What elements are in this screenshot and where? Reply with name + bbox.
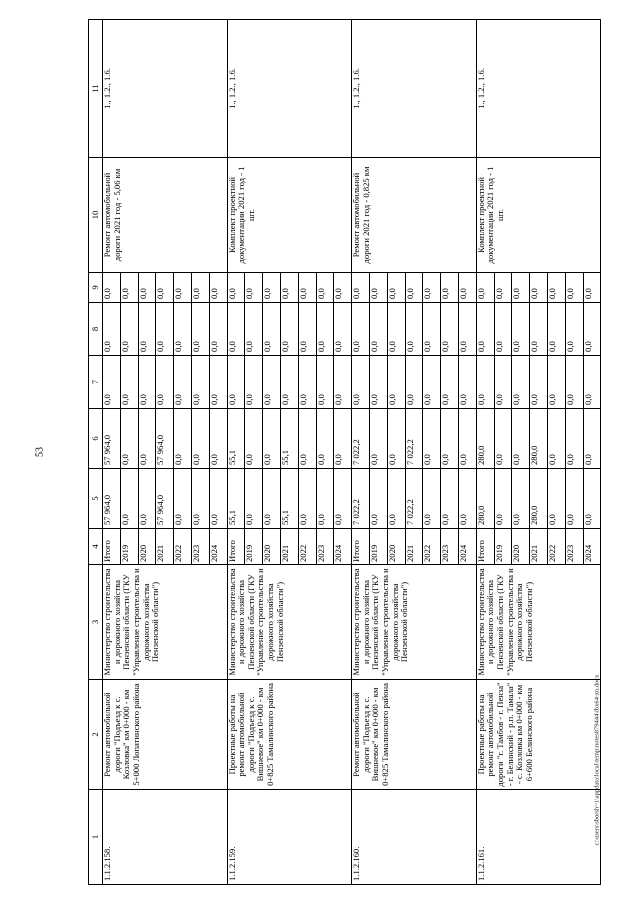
value-col6: 57 964,0	[156, 409, 174, 469]
col-header: 6	[89, 409, 103, 469]
year-cell: 2020	[263, 529, 281, 565]
value-col9: 0,0	[441, 273, 459, 303]
item-result: Ремонт автомобильной дороги 2021 год - 5,06 км	[103, 158, 228, 273]
value-col9: 0,0	[405, 273, 423, 303]
value-col8: 0,0	[387, 303, 405, 356]
value-col5: 57 964,0	[103, 469, 121, 529]
year-cell: 2021	[280, 529, 298, 565]
value-col7: 0,0	[369, 356, 387, 409]
value-col5: 0,0	[369, 469, 387, 529]
year-cell: 2021	[405, 529, 423, 565]
value-col5: 0,0	[423, 469, 441, 529]
value-col5: 0,0	[138, 469, 156, 529]
value-col6: 280,0	[530, 409, 548, 469]
col-header: 4	[89, 529, 103, 565]
value-col7: 0,0	[298, 356, 316, 409]
value-col8: 0,0	[565, 303, 583, 356]
col-header: 2	[89, 680, 103, 790]
value-col7: 0,0	[494, 356, 512, 409]
value-col7: 0,0	[387, 356, 405, 409]
value-col8: 0,0	[547, 303, 565, 356]
page-number: 53	[34, 447, 46, 457]
value-col6: 0,0	[138, 409, 156, 469]
value-col8: 0,0	[405, 303, 423, 356]
value-col6: 7 022,2	[352, 409, 370, 469]
value-col9: 0,0	[280, 273, 298, 303]
value-col9: 0,0	[209, 273, 227, 303]
item-number: 1.1.2.159.	[227, 790, 352, 885]
value-col5: 0,0	[298, 469, 316, 529]
col-header: 11	[89, 20, 103, 158]
value-col6: 0,0	[298, 409, 316, 469]
value-col6: 55,1	[280, 409, 298, 469]
value-col9: 0,0	[369, 273, 387, 303]
value-col8: 0,0	[458, 303, 476, 356]
value-col5: 0,0	[245, 469, 263, 529]
value-col8: 0,0	[298, 303, 316, 356]
value-col9: 0,0	[547, 273, 565, 303]
program-table	[88, 19, 601, 885]
value-col7: 0,0	[530, 356, 548, 409]
value-col6: 0,0	[334, 409, 352, 469]
item-name: Проектные работы на ремонт автомобильной дороги "Подъезд к с. Вишневое" км 0+000 - км 0+825 Тамалинского района	[227, 680, 352, 790]
col-header: 1	[89, 790, 103, 885]
value-col5: 280,0	[530, 469, 548, 529]
value-col6: 7 022,2	[405, 409, 423, 469]
value-col5: 57 964,0	[156, 469, 174, 529]
year-cell: Итого	[227, 529, 245, 565]
value-col6: 0,0	[191, 409, 209, 469]
year-cell: 2020	[387, 529, 405, 565]
value-col6: 0,0	[120, 409, 138, 469]
year-cell: 2023	[316, 529, 334, 565]
value-col7: 0,0	[209, 356, 227, 409]
value-col5: 0,0	[458, 469, 476, 529]
footer-file-path: c:\users\sborsh~1\appdata\local\temp\notes879444\ibx64-zn.docx	[593, 674, 601, 846]
value-col6: 0,0	[494, 409, 512, 469]
value-col8: 0,0	[369, 303, 387, 356]
table-row	[227, 20, 245, 885]
value-col5: 55,1	[227, 469, 245, 529]
col-header: 5	[89, 469, 103, 529]
col-header: 3	[89, 565, 103, 680]
value-col8: 0,0	[334, 303, 352, 356]
value-col6: 0,0	[512, 409, 530, 469]
year-cell: 2019	[494, 529, 512, 565]
year-cell: 2020	[138, 529, 156, 565]
value-col6: 0,0	[583, 409, 601, 469]
year-cell: 2024	[583, 529, 601, 565]
value-col8: 0,0	[441, 303, 459, 356]
value-col8: 0,0	[476, 303, 494, 356]
year-cell: 2023	[191, 529, 209, 565]
value-col5: 0,0	[547, 469, 565, 529]
value-col5: 0,0	[494, 469, 512, 529]
value-col8: 0,0	[191, 303, 209, 356]
value-col7: 0,0	[191, 356, 209, 409]
value-col7: 0,0	[565, 356, 583, 409]
value-col6: 0,0	[316, 409, 334, 469]
year-cell: Итого	[476, 529, 494, 565]
value-col7: 0,0	[334, 356, 352, 409]
year-cell: 2022	[298, 529, 316, 565]
value-col8: 0,0	[423, 303, 441, 356]
value-col9: 0,0	[227, 273, 245, 303]
table-row	[352, 20, 370, 885]
value-col7: 0,0	[156, 356, 174, 409]
value-col7: 0,0	[280, 356, 298, 409]
value-col5: 0,0	[263, 469, 281, 529]
value-col5: 55,1	[280, 469, 298, 529]
table-body	[103, 20, 601, 885]
value-col6: 0,0	[565, 409, 583, 469]
value-col5: 0,0	[441, 469, 459, 529]
item-number: 1.1.2.161.	[476, 790, 601, 885]
value-col8: 0,0	[316, 303, 334, 356]
value-col9: 0,0	[458, 273, 476, 303]
header-row	[89, 20, 103, 885]
value-col8: 0,0	[352, 303, 370, 356]
item-name: Ремонт автомобильной дороги "Подъезд к с. Козловка" км 0+000 - км 5+000 Лопатинского района	[103, 680, 228, 790]
value-col6: 0,0	[369, 409, 387, 469]
year-cell: 2023	[565, 529, 583, 565]
value-col9: 0,0	[512, 273, 530, 303]
value-col7: 0,0	[245, 356, 263, 409]
value-col9: 0,0	[334, 273, 352, 303]
value-col7: 0,0	[547, 356, 565, 409]
item-executor: Министерство строительства и дорожного хозяйства Пензенской области (ГКУ "Управление строительства и дорожного хозяйства Пензенской области")	[103, 565, 228, 680]
value-col7: 0,0	[583, 356, 601, 409]
value-col5: 0,0	[120, 469, 138, 529]
value-col6: 0,0	[245, 409, 263, 469]
year-cell: 2022	[547, 529, 565, 565]
year-cell: 2024	[209, 529, 227, 565]
value-col9: 0,0	[120, 273, 138, 303]
value-col9: 0,0	[565, 273, 583, 303]
value-col5: 0,0	[583, 469, 601, 529]
value-col7: 0,0	[120, 356, 138, 409]
value-col9: 0,0	[316, 273, 334, 303]
year-cell: 2021	[156, 529, 174, 565]
value-col8: 0,0	[530, 303, 548, 356]
value-col5: 0,0	[565, 469, 583, 529]
value-col5: 7 022,2	[405, 469, 423, 529]
table-wrapper	[88, 20, 601, 885]
value-col8: 0,0	[245, 303, 263, 356]
year-cell: 2022	[174, 529, 192, 565]
value-col9: 0,0	[423, 273, 441, 303]
value-col6: 0,0	[209, 409, 227, 469]
value-col5: 0,0	[316, 469, 334, 529]
value-col5: 0,0	[334, 469, 352, 529]
value-col6: 0,0	[458, 409, 476, 469]
value-col6: 0,0	[441, 409, 459, 469]
value-col5: 0,0	[209, 469, 227, 529]
value-col7: 0,0	[103, 356, 121, 409]
item-number: 1.1.2.160.	[352, 790, 477, 885]
item-number: 1.1.2.158.	[103, 790, 228, 885]
value-col6: 0,0	[547, 409, 565, 469]
value-col8: 0,0	[512, 303, 530, 356]
value-col6: 57 964,0	[103, 409, 121, 469]
value-col8: 0,0	[280, 303, 298, 356]
value-col7: 0,0	[138, 356, 156, 409]
value-col9: 0,0	[476, 273, 494, 303]
year-cell: 2019	[120, 529, 138, 565]
value-col9: 0,0	[387, 273, 405, 303]
value-col7: 0,0	[405, 356, 423, 409]
year-cell: Итого	[352, 529, 370, 565]
value-col9: 0,0	[530, 273, 548, 303]
value-col7: 0,0	[441, 356, 459, 409]
value-col7: 0,0	[227, 356, 245, 409]
table-row	[103, 20, 121, 885]
value-col9: 0,0	[583, 273, 601, 303]
table-row	[476, 20, 494, 885]
value-col8: 0,0	[103, 303, 121, 356]
value-col8: 0,0	[227, 303, 245, 356]
value-col8: 0,0	[156, 303, 174, 356]
value-col5: 0,0	[387, 469, 405, 529]
value-col9: 0,0	[494, 273, 512, 303]
item-reference: 1., 1.2., 1.6.	[103, 20, 228, 158]
year-cell: 2022	[423, 529, 441, 565]
item-executor: Министерство строительства и дорожного хозяйства Пензенской области (ГКУ "Управление строительства и дорожного хозяйства Пензенской области")	[227, 565, 352, 680]
item-reference: 1., 1.2., 1.6.	[476, 20, 601, 158]
year-cell: 2023	[441, 529, 459, 565]
value-col9: 0,0	[174, 273, 192, 303]
year-cell: 2019	[369, 529, 387, 565]
item-reference: 1., 1.2., 1.6.	[352, 20, 477, 158]
value-col6: 0,0	[423, 409, 441, 469]
item-name: Ремонт автомобильной дороги "Подъезд к с. Вишневое" км 0+000 - км 0+825 Тамалинского района	[352, 680, 477, 790]
value-col9: 0,0	[191, 273, 209, 303]
value-col5: 0,0	[191, 469, 209, 529]
item-name: Проектные работы на ремонт автомобильной дороги "г. Тамбов - г. Пенза" - г. Белинский - р.п. Тамала" - с. Козловка км 0+000 - км 6+600 Белинского района	[476, 680, 601, 790]
col-header: 10	[89, 158, 103, 273]
year-cell: 2024	[334, 529, 352, 565]
value-col9: 0,0	[245, 273, 263, 303]
col-header: 8	[89, 303, 103, 356]
value-col7: 0,0	[263, 356, 281, 409]
value-col8: 0,0	[120, 303, 138, 356]
item-result: Ремонт автомобильной дороги 2021 год - 0,825 км	[352, 158, 477, 273]
value-col7: 0,0	[458, 356, 476, 409]
value-col7: 0,0	[316, 356, 334, 409]
value-col7: 0,0	[476, 356, 494, 409]
value-col6: 0,0	[174, 409, 192, 469]
value-col5: 280,0	[476, 469, 494, 529]
col-header: 7	[89, 356, 103, 409]
value-col5: 0,0	[512, 469, 530, 529]
value-col8: 0,0	[263, 303, 281, 356]
rotated-page	[88, 20, 601, 885]
value-col9: 0,0	[298, 273, 316, 303]
value-col9: 0,0	[156, 273, 174, 303]
item-executor: Министерство строительства и дорожного хозяйства Пензенской области (ГКУ "Управление строительства и дорожного хозяйства Пензенской области")	[476, 565, 601, 680]
value-col6: 0,0	[263, 409, 281, 469]
item-result: Комплект проектной документации 2021 год - 1 шт.	[227, 158, 352, 273]
value-col7: 0,0	[174, 356, 192, 409]
col-header: 9	[89, 273, 103, 303]
item-result: Комплект проектной документации 2021 год - 1 шт.	[476, 158, 601, 273]
value-col7: 0,0	[512, 356, 530, 409]
value-col8: 0,0	[174, 303, 192, 356]
value-col8: 0,0	[494, 303, 512, 356]
year-cell: 2019	[245, 529, 263, 565]
year-cell: 2020	[512, 529, 530, 565]
value-col8: 0,0	[138, 303, 156, 356]
year-cell: Итого	[103, 529, 121, 565]
year-cell: 2024	[458, 529, 476, 565]
value-col9: 0,0	[352, 273, 370, 303]
value-col8: 0,0	[209, 303, 227, 356]
value-col9: 0,0	[263, 273, 281, 303]
value-col9: 0,0	[103, 273, 121, 303]
item-executor: Министерство строительства и дорожного хозяйства Пензенской области (ГКУ "Управление строительства и дорожного хозяйства Пензенской области")	[352, 565, 477, 680]
value-col7: 0,0	[352, 356, 370, 409]
value-col6: 0,0	[387, 409, 405, 469]
value-col5: 0,0	[174, 469, 192, 529]
value-col5: 7 022,2	[352, 469, 370, 529]
item-reference: 1., 1.2., 1.6.	[227, 20, 352, 158]
value-col7: 0,0	[423, 356, 441, 409]
value-col6: 55,1	[227, 409, 245, 469]
value-col6: 280,0	[476, 409, 494, 469]
year-cell: 2021	[530, 529, 548, 565]
value-col8: 0,0	[583, 303, 601, 356]
value-col9: 0,0	[138, 273, 156, 303]
